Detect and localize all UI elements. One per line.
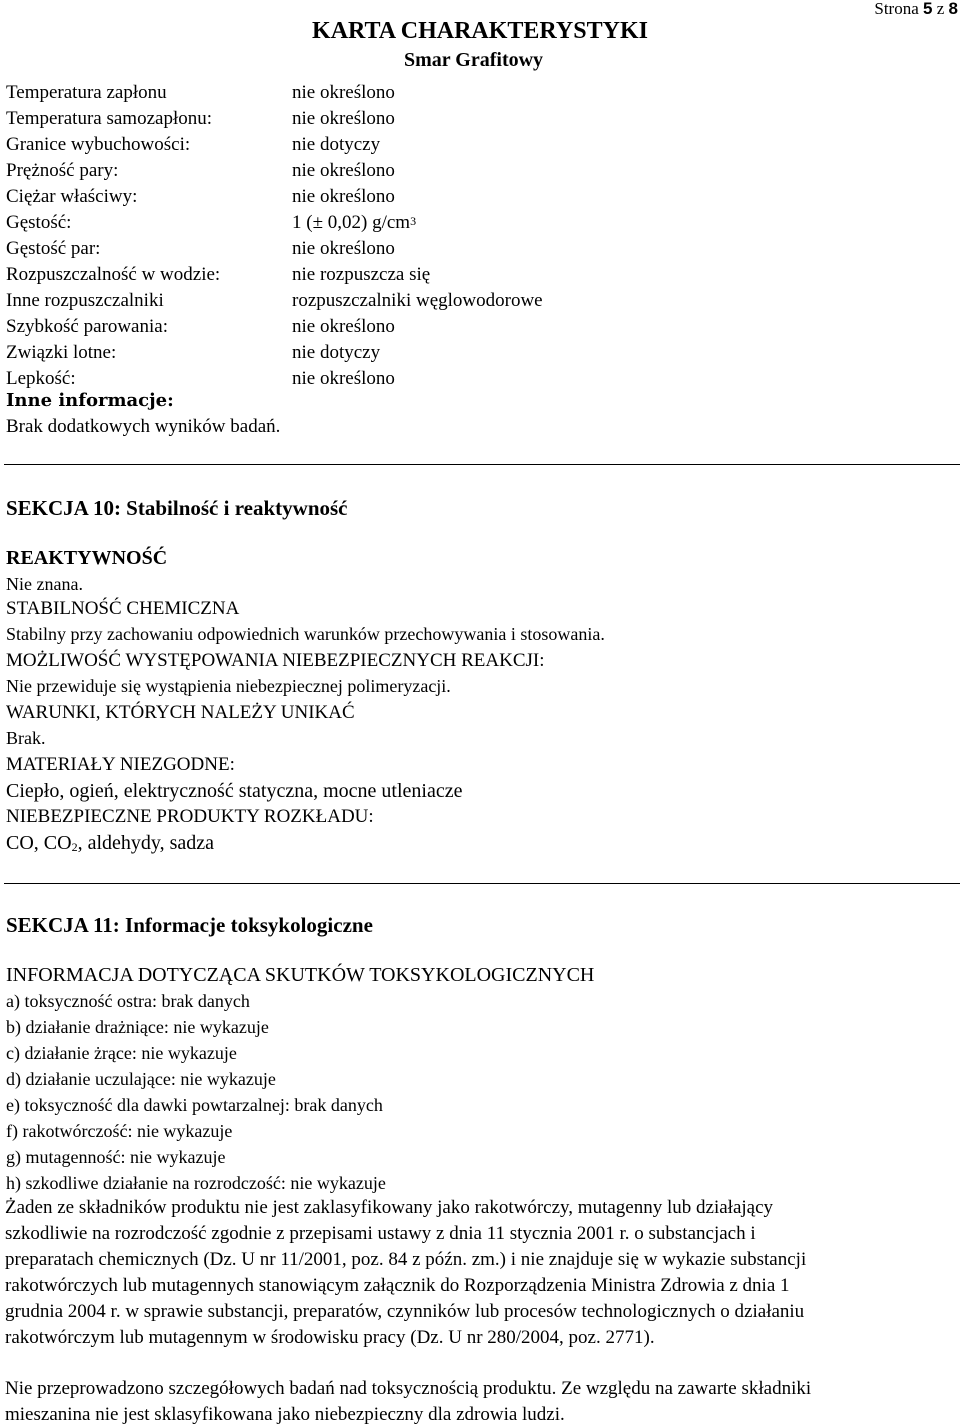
reactivity-text: Nie znana. <box>6 574 83 594</box>
classification-paragraph-line: szkodliwie na rozrodczość zgodnie z przepisami ustawy z dnia 11 stycznia 2001 r. o substancjach i <box>5 1223 756 1244</box>
decomposition-products-text <box>6 832 214 855</box>
conditions-to-avoid-heading: WARUNKI, KTÓRYCH NALEŻY UNIKAĆ <box>6 702 355 723</box>
testing-paragraph-line: mieszanina nie jest sklasyfikowana jako niebezpieczny dla zdrowia ludzi. <box>5 1404 565 1425</box>
decomposition-subscript: 2 <box>71 840 78 854</box>
classification-paragraph-line: preparatach chemicznych (Dz. U nr 11/2001, poz. 84 z późn. zm.) i nie znajduje się w wykazie substancji <box>5 1249 807 1270</box>
prop-label: Temperatura samozapłonu: <box>6 108 213 129</box>
classification-paragraph-line: Żaden ze składników produktu nie jest zaklasyfikowany jako rakotwórczy, mutagenny lub działający <box>5 1197 774 1218</box>
prop-value: nie rozpuszcza się <box>292 264 431 285</box>
prop-value: nie określono <box>292 368 395 389</box>
prop-label: Prężność pary: <box>6 160 119 181</box>
section-divider <box>4 464 960 465</box>
section-divider <box>4 883 960 884</box>
toxicology-item: f) rakotwórczość: nie wykazuje <box>6 1121 233 1141</box>
classification-paragraph-line: grudnia 2004 r. w sprawie substancji, preparatów, czynników lub procesów technologicznych o działaniu <box>5 1301 805 1322</box>
page-number <box>874 0 958 19</box>
decomposition-text-b: , aldehydy, sadza <box>77 832 215 854</box>
prop-label: Granice wybuchowości: <box>6 134 191 155</box>
prop-value: nie określono <box>292 160 395 181</box>
incompatible-materials-text: Ciepło, ogień, elektryczność statyczna, mocne utleniacze <box>6 780 463 802</box>
prop-label: Temperatura zapłonu <box>6 82 167 103</box>
prop-label: Gęstość par: <box>6 238 101 259</box>
page-current: 5 <box>923 0 933 18</box>
hazardous-reactions-heading: MOŻLIWOŚĆ WYSTĘPOWANIA NIEBEZPIECZNYCH REAKCJI: <box>6 650 545 671</box>
conditions-to-avoid-text: Brak. <box>6 728 46 748</box>
prop-value: nie dotyczy <box>292 342 381 363</box>
prop-label: Lepkość: <box>6 368 76 389</box>
density-value: 1 (± 0,02) g/cm <box>292 212 411 233</box>
document-title: KARTA CHARAKTERYSTYKI <box>312 18 648 44</box>
page-separator: z <box>936 0 945 18</box>
hazardous-reactions-text: Nie przewiduje się wystąpienia niebezpiecznej polimeryzacji. <box>6 676 451 696</box>
prop-label: Szybkość parowania: <box>6 316 168 337</box>
toxicology-info-heading: INFORMACJA DOTYCZĄCA SKUTKÓW TOKSYKOLOGICZNYCH <box>6 964 595 986</box>
prop-value: nie określono <box>292 316 395 337</box>
prop-label: Inne rozpuszczalniki <box>6 290 164 311</box>
decomposition-products-heading: NIEBEZPIECZNE PRODUKTY ROZKŁADU: <box>6 806 374 827</box>
prop-label: Gęstość: <box>6 212 72 233</box>
toxicology-item: d) działanie uczulające: nie wykazuje <box>6 1069 276 1089</box>
toxicology-item: e) toksyczność dla dawki powtarzalnej: brak danych <box>6 1095 383 1115</box>
reactivity-heading: REAKTYWNOŚĆ <box>6 547 168 569</box>
prop-label: Rozpuszczalność w wodzie: <box>6 264 221 285</box>
document-subtitle: Smar Grafitowy <box>404 49 544 71</box>
classification-paragraph-line: rakotwórczych lub mutagennych stanowiącym załącznik do Rozporządzenia Ministra Zdrowia z dnia 1 <box>5 1275 790 1296</box>
classification-paragraph-line: rakotwórczym lub mutagennym w środowisku pracy (Dz. U nr 280/2004, poz. 2771). <box>5 1327 655 1348</box>
prop-label: Związki lotne: <box>6 342 117 363</box>
page-prefix: Strona <box>874 0 919 18</box>
prop-value: nie dotyczy <box>292 134 381 155</box>
prop-value: nie określono <box>292 186 395 207</box>
decomposition-text-a: CO, CO <box>6 832 72 854</box>
prop-value: nie określono <box>292 238 395 259</box>
toxicology-item: a) toksyczność ostra: brak danych <box>6 991 250 1011</box>
toxicology-item: g) mutagenność: nie wykazuje <box>6 1147 226 1167</box>
density-exponent: 3 <box>410 214 417 228</box>
section11-title: SEKCJA 11: Informacje toksykologiczne <box>6 913 373 937</box>
prop-value: rozpuszczalniki węglowodorowe <box>292 290 543 311</box>
prop-value: nie określono <box>292 82 395 103</box>
stability-text: Stabilny przy zachowaniu odpowiednich warunków przechowywania i stosowania. <box>6 624 605 644</box>
incompatible-materials-heading: MATERIAŁY NIEZGODNE: <box>6 754 235 775</box>
prop-value-density <box>292 210 416 237</box>
toxicology-item: h) szkodliwe działanie na rozrodczość: nie wykazuje <box>6 1173 386 1193</box>
prop-label: Ciężar właściwy: <box>6 186 138 207</box>
other-info-text: Brak dodatkowych wyników badań. <box>6 416 281 437</box>
stability-heading: STABILNOŚĆ CHEMICZNA <box>6 598 240 619</box>
section10-title: SEKCJA 10: Stabilność i reaktywność <box>6 496 348 520</box>
other-info-heading: Inne informacje: <box>6 390 174 411</box>
page-total: 8 <box>948 0 958 18</box>
prop-value: nie określono <box>292 108 395 129</box>
toxicology-item: c) działanie żrące: nie wykazuje <box>6 1043 237 1063</box>
testing-paragraph-line: Nie przeprowadzono szczegółowych badań nad toksycznością produktu. Ze względu na zawarte składniki <box>5 1378 812 1399</box>
toxicology-item: b) działanie drażniące: nie wykazuje <box>6 1017 269 1037</box>
